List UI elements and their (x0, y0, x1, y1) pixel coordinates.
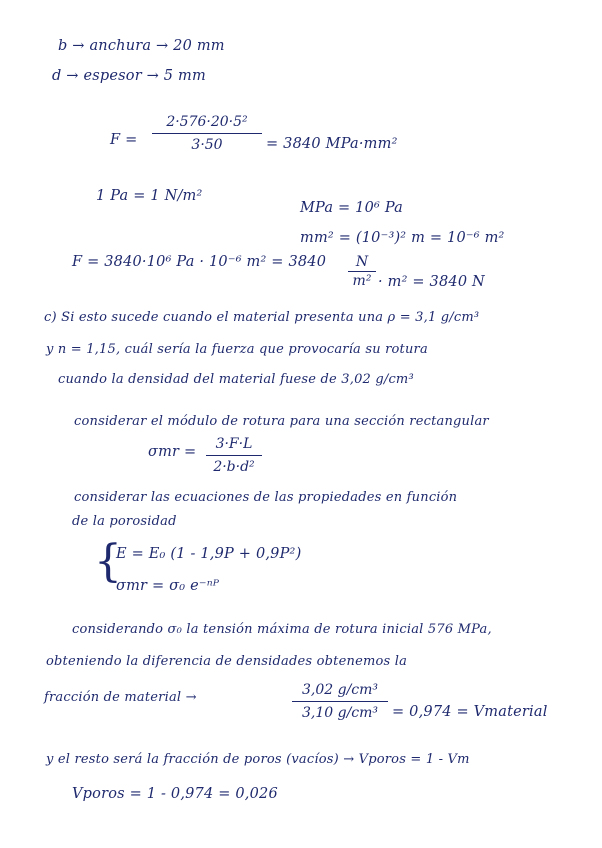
line-width: b → anchura → 20 mm (58, 38, 225, 54)
rupture-modulus-note: considerar el módulo de rotura para una sección rectangular (74, 414, 489, 429)
problem-line-3: cuando la densidad del material fuese de 3,02 g/cm³ (58, 372, 414, 387)
force-numerator: 2·576·20·5² (152, 114, 262, 134)
porosity-note-2: de la porosidad (72, 514, 177, 529)
force-final: · m² = 3840 N (378, 274, 485, 290)
pore-fraction-note: y el resto será la fracción de poros (vacíos) → Vporos = 1 - Vm (46, 752, 470, 767)
elastic-equation: E = E₀ (1 - 1,9P + 0,9P²) (116, 546, 302, 562)
pore-fraction-result: Vporos = 1 - 0,974 = 0,026 (72, 786, 278, 802)
force-result: = 3840 MPa·mm² (266, 136, 398, 152)
rupture-equation: σmr = σ₀ e⁻ⁿᴾ (116, 578, 220, 594)
pascal-definition: 1 Pa = 1 N/m² (96, 188, 203, 204)
density-denominator: 3,10 g/cm³ (301, 705, 379, 721)
line-thickness: d → espesor → 5 mm (52, 68, 206, 84)
density-fraction (292, 682, 388, 721)
sigma-denominator: 2·b·d² (213, 459, 255, 475)
sigma-numerator: 3·F·L (206, 436, 262, 456)
force-conversion: F = 3840·10⁶ Pa · 10⁻⁶ m² = 3840 (72, 254, 327, 270)
porosity-note-1: considerar las ecuaciones de las propiedades en función (74, 490, 458, 505)
force-denominator: 3·50 (191, 137, 223, 153)
force-lhs: F = (110, 132, 138, 148)
problem-line-2: y n = 1,15, cuál sería la fuerza que provocaría su rotura (46, 342, 428, 357)
equation-brace: { (94, 536, 122, 587)
mpa-conversion: MPa = 10⁶ Pa (300, 200, 403, 216)
newton-numerator: N (348, 254, 376, 272)
material-fraction-result: = 0,974 = Vmaterial (392, 704, 548, 720)
material-fraction-label: fracción de material → (44, 690, 197, 705)
mm2-conversion: mm² = (10⁻³)² m = 10⁻⁶ m² (300, 230, 505, 246)
newton-denominator: m² (352, 273, 372, 289)
density-difference-note: obteniendo la diferencia de densidades obtenemos la (46, 654, 408, 669)
sigma-lhs: σmr = (148, 444, 197, 460)
sigma-fraction (206, 436, 262, 475)
problem-line-1: c) Si esto sucede cuando el material presenta una ρ = 3,1 g/cm³ (44, 310, 480, 325)
newton-fraction (348, 254, 376, 289)
initial-stress-note: considerando σ₀ la tensión máxima de rotura inicial 576 MPa, (72, 622, 492, 637)
density-numerator: 3,02 g/cm³ (292, 682, 388, 702)
force-fraction (152, 114, 262, 153)
